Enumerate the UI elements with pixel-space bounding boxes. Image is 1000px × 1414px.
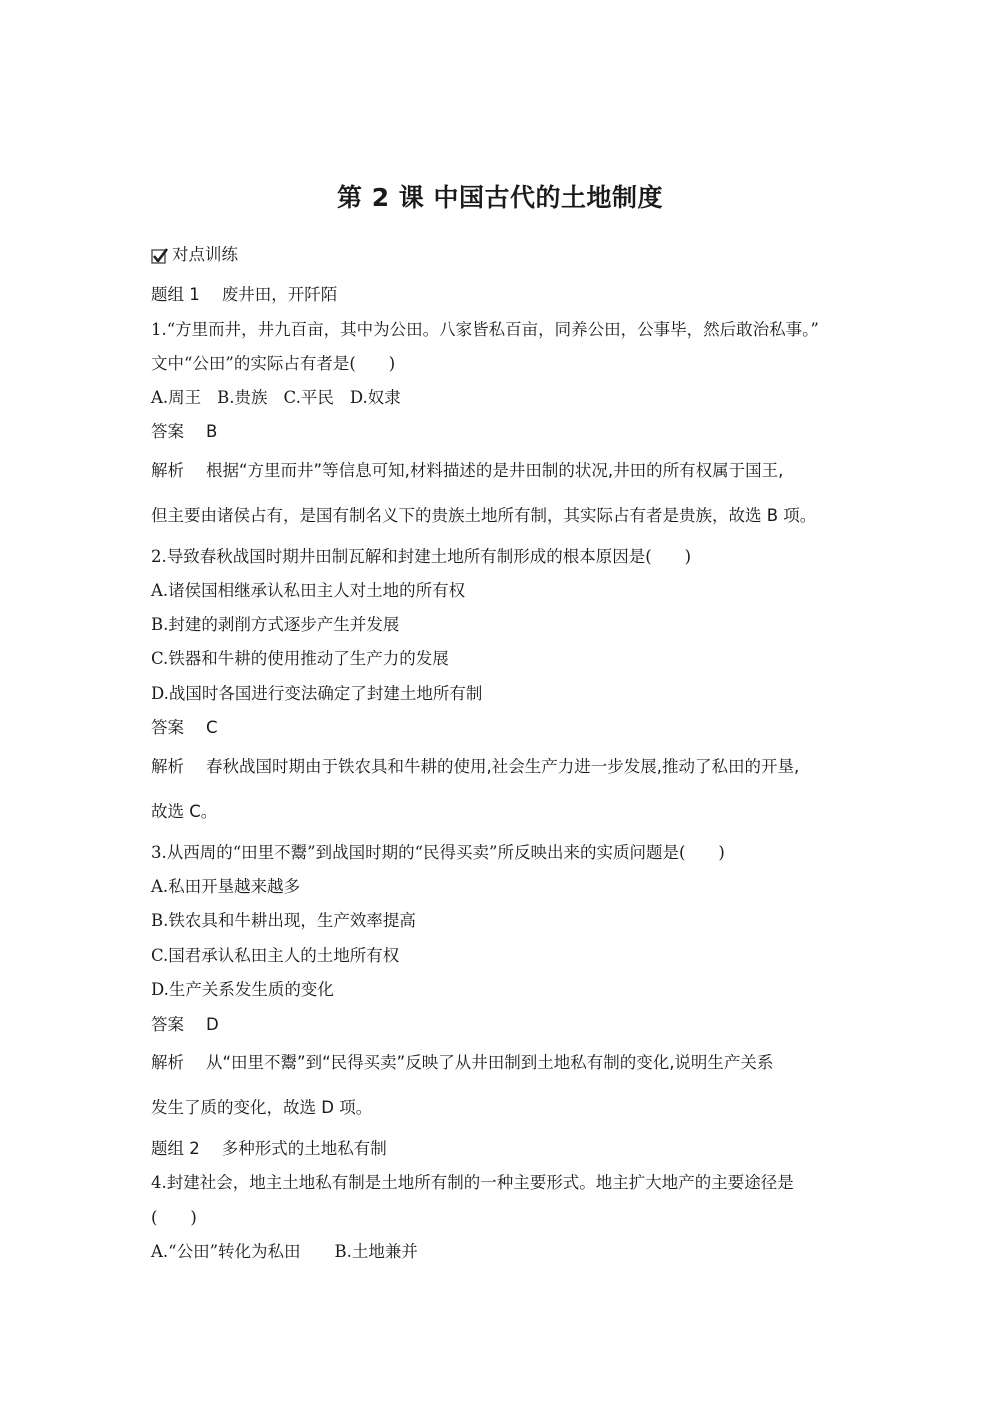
answer-value: D	[206, 1015, 219, 1034]
option: C.国君承认私田主人的土地所有权	[151, 946, 400, 965]
page-title: 第 2 课 中国古代的土地制度	[336, 183, 663, 212]
analysis-line	[151, 756, 799, 778]
question-options	[151, 387, 401, 409]
answer-line	[151, 1014, 219, 1036]
group-prefix: 题组 2	[151, 1139, 200, 1158]
question-stem: ( )	[151, 1208, 197, 1227]
question-stem: 2.导致春秋战国时期井田制瓦解和封建土地所有制形成的根本原因是( )	[151, 547, 692, 566]
group-label: 废井田，开阡陌	[221, 285, 338, 304]
question-options	[151, 1241, 418, 1263]
option: D.战国时各国进行变法确定了封建土地所有制	[151, 684, 483, 703]
answer-label: 答案	[151, 422, 184, 441]
option: D.生产关系发生质的变化	[151, 980, 334, 999]
section-header	[151, 244, 238, 266]
option: B.封建的剥削方式逐步产生并发展	[151, 615, 400, 634]
section-label: 对点训练	[172, 245, 238, 264]
option: A.诸侯国相继承认私田主人对土地的所有权	[151, 581, 466, 600]
group-heading	[151, 1138, 387, 1160]
analysis-text: 根据“方里而井”等信息可知,材料描述的是井田制的状况,井田的所有权属于国王,	[206, 461, 784, 480]
option: B.土地兼并	[334, 1242, 418, 1261]
analysis-text: 春秋战国时期由于铁农具和牛耕的使用,社会生产力进一步发展,推动了私田的开垦,	[206, 757, 800, 776]
question-stem: 4.封建社会，地主土地私有制是土地所有制的一种主要形式。地主扩大地产的主要途径是	[151, 1173, 794, 1192]
option: A.周王	[151, 388, 202, 407]
answer-value: B	[206, 422, 218, 441]
answer-line	[151, 421, 217, 443]
option: B.贵族	[217, 388, 268, 407]
answer-label: 答案	[151, 718, 184, 737]
analysis-text: 发生了质的变化，故选 D 项。	[151, 1098, 373, 1117]
analysis-line	[151, 1052, 773, 1074]
question-stem: 3.从西周的“田里不鬻”到战国时期的“民得买卖”所反映出来的实质问题是( )	[151, 843, 725, 862]
answer-value: C	[206, 718, 218, 737]
option: B.铁农具和牛耕出现，生产效率提高	[151, 911, 416, 930]
question-stem: 1.“方里而井，井九百亩，其中为公田。八家皆私百亩，同养公田，公事毕，然后敢治私事。”	[151, 320, 819, 339]
option: C.平民	[283, 388, 334, 407]
option: A.“公田”转化为私田	[151, 1242, 301, 1261]
analysis-text: 故选 C。	[151, 802, 218, 821]
question-stem: 文中“公田”的实际占有者是( )	[151, 354, 396, 373]
answer-line	[151, 717, 218, 739]
analysis-label: 解析	[151, 757, 184, 776]
analysis-label: 解析	[151, 461, 184, 480]
group-heading	[151, 284, 337, 306]
analysis-text: 但主要由诸侯占有，是国有制名义下的贵族土地所有制，其实际占有者是贵族，故选 B 项。	[151, 506, 817, 525]
checkbox-checked-icon	[151, 247, 168, 264]
option: D.奴隶	[349, 388, 401, 407]
group-label: 多种形式的土地私有制	[221, 1139, 387, 1158]
option: A.私田开垦越来越多	[151, 877, 301, 896]
analysis-text: 从“田里不鬻”到“民得买卖”反映了从井田制到土地私有制的变化,说明生产关系	[206, 1053, 774, 1072]
analysis-label: 解析	[151, 1053, 184, 1072]
option: C.铁器和牛耕的使用推动了生产力的发展	[151, 649, 449, 668]
group-prefix: 题组 1	[151, 285, 200, 304]
analysis-line	[151, 460, 783, 482]
answer-label: 答案	[151, 1015, 184, 1034]
